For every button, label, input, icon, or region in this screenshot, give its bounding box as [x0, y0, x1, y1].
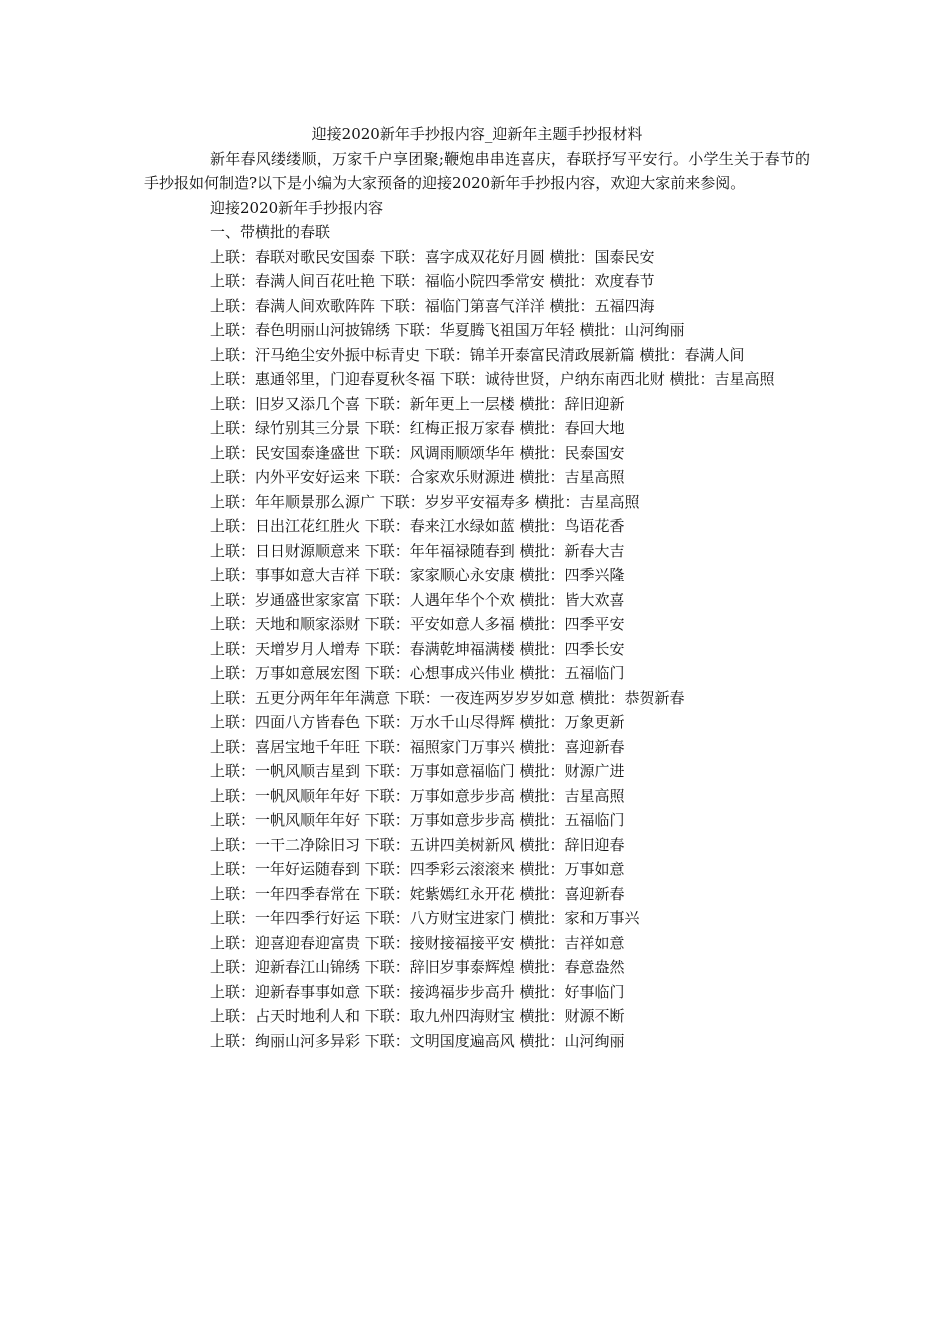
couplet-line: 上联：年年顺景那么源广 下联：岁岁平安福寿多 横批：吉星高照 [210, 492, 640, 511]
couplet-line: 上联：四面八方皆春色 下联：万水千山尽得辉 横批：万象更新 [210, 713, 625, 731]
couplet-line: 上联：一年四季行好运 下联：八方财宝进家门 横批：家和万事兴 [210, 909, 640, 927]
couplet-line: 上联：惠通邻里，门迎春夏秋冬福 下联：诚待世贤，户纳东南西北财 横批：吉星高照 [210, 370, 775, 388]
couplet-line: 上联：迎新春事事如意 下联：接鸿福步步高升 横批：好事临门 [210, 982, 625, 1001]
subsection-heading: 一、带横批的春联 [210, 223, 331, 241]
couplet-line: 上联：内外平安好运来 下联：合家欢乐财源进 横批：吉星高照 [210, 468, 625, 486]
couplet-line: 上联：旧岁又添几个喜 下联：新年更上一层楼 横批：辞旧迎新 [210, 394, 625, 413]
document-title: 迎接2020新年手抄报内容_迎新年主题手抄报材料 [311, 125, 643, 143]
couplet-line: 上联：一年好运随春到 下联：四季彩云滚滚来 横批：万事如意 [210, 860, 625, 878]
couplet-line: 上联：一帆风顺吉星到 下联：万事如意福临门 横批：财源广进 [210, 762, 625, 780]
couplet-line: 上联：春联对歌民安国泰 下联：喜字成双花好月圆 横批：国泰民安 [210, 247, 655, 266]
couplet-line: 上联：汗马绝尘安外振中标青史 下联：锦羊开泰富民清政展新篇 横批：春满人间 [210, 345, 745, 364]
couplet-line: 上联：春满人间欢歌阵阵 下联：福临门第喜气洋洋 横批：五福四海 [210, 296, 655, 315]
couplet-line: 上联：岁通盛世家家富 下联：人遇年华个个欢 横批：皆大欢喜 [210, 590, 625, 609]
couplet-line: 上联：事事如意大吉祥 下联：家家顺心永安康 横批：四季兴隆 [210, 566, 625, 584]
couplet-line: 上联：喜居宝地千年旺 下联：福照家门万事兴 横批：喜迎新春 [210, 737, 625, 756]
couplet-line: 上联：天增岁月人增寿 下联：春满乾坤福满楼 横批：四季长安 [210, 639, 625, 658]
couplet-line: 上联：日日财源顺意来 下联：年年福禄随春到 横批：新春大吉 [210, 541, 625, 560]
couplet-line: 上联：一帆风顺年年好 下联：万事如意步步高 横批：吉星高照 [210, 786, 625, 805]
couplet-line: 上联：绚丽山河多异彩 下联：文明国度遍高风 横批：山河绚丽 [210, 1031, 625, 1050]
section-heading: 迎接2020新年手抄报内容 [210, 198, 384, 217]
couplet-line: 上联：迎新春江山锦绣 下联：辞旧岁事泰辉煌 横批：春意盎然 [210, 958, 625, 976]
couplet-line: 上联：民安国泰逢盛世 下联：风调雨顺颂华年 横批：民泰国安 [210, 443, 625, 462]
couplet-line: 上联：五更分两年年年满意 下联：一夜连两岁岁岁如意 横批：恭贺新春 [210, 688, 685, 707]
couplet-line: 上联：日出江花红胜火 下联：春来江水绿如蓝 横批：鸟语花香 [210, 517, 625, 535]
couplet-line: 上联：绿竹别其三分景 下联：红梅正报万家春 横批：春回大地 [210, 419, 625, 437]
couplet-line: 上联：春色明丽山河披锦绣 下联：华夏腾飞祖国万年轻 横批：山河绚丽 [210, 321, 685, 339]
couplet-line: 上联：迎喜迎春迎富贵 下联：接财接福接平安 横批：吉祥如意 [210, 933, 625, 952]
couplet-line: 上联：天地和顺家添财 下联：平安如意人多福 横批：四季平安 [210, 615, 625, 633]
intro-paragraph: 新年春风缕缕顺，万家千户享团聚;鞭炮串串连喜庆，春联抒写平安行。小学生关于春节的手抄报如何制造?以下是小编为大家预备的迎接2020新年手抄报内容，欢迎大家前来参阅。 [144, 149, 810, 192]
couplet-list [144, 245, 810, 1054]
couplet-line: 上联：春满人间百花吐艳 下联：福临小院四季常安 横批：欢度春节 [210, 272, 655, 290]
couplet-line: 上联：一干二净除旧习 下联：五讲四美树新风 横批：辞旧迎春 [210, 835, 625, 854]
couplet-line: 上联：一年四季春常在 下联：姹紫嫣红永开花 横批：喜迎新春 [210, 884, 625, 903]
couplet-line: 上联：万事如意展宏图 下联：心想事成兴伟业 横批：五福临门 [210, 664, 625, 682]
couplet-line: 上联：一帆风顺年年好 下联：万事如意步步高 横批：五福临门 [210, 811, 625, 829]
document-page [144, 122, 810, 1053]
couplet-line: 上联：占天时地利人和 下联：取九州四海财宝 横批：财源不断 [210, 1007, 625, 1025]
